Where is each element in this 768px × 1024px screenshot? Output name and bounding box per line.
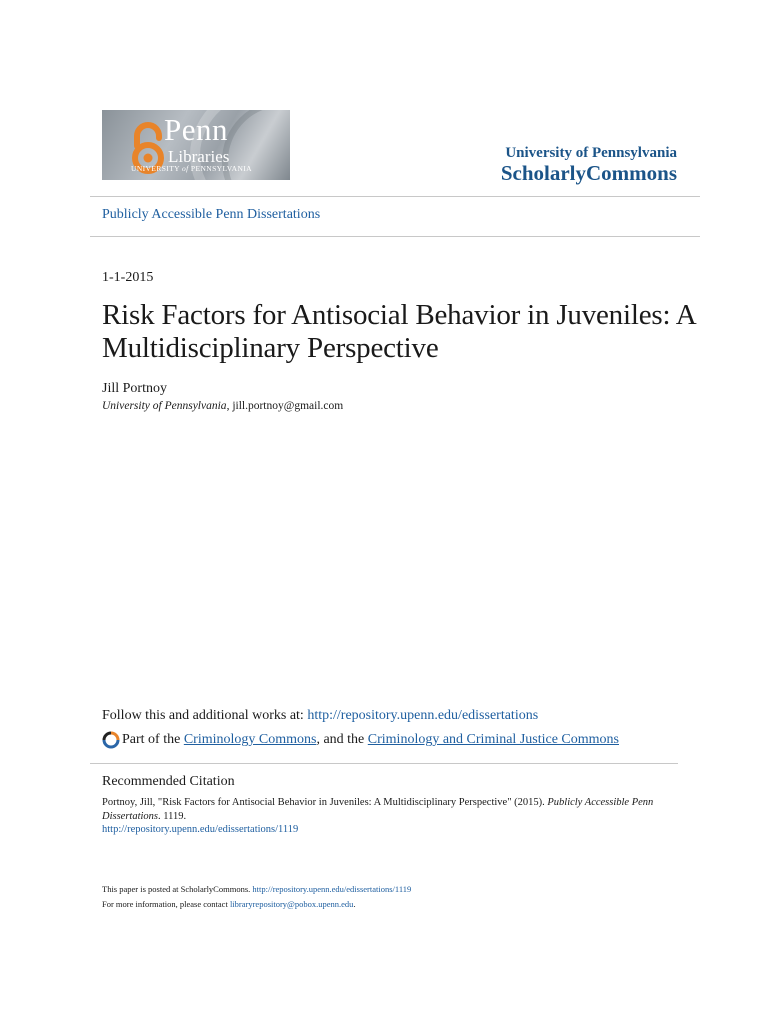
part-of-prefix: Part of the bbox=[122, 732, 181, 747]
logo-wordmark-penn: Penn bbox=[164, 112, 228, 147]
posted-line: This paper is posted at ScholarlyCommons. http://repository.upenn.edu/edissertations/1119 bbox=[102, 884, 412, 894]
publication-date: 1-1-2015 bbox=[102, 270, 154, 285]
criminology-criminal-justice-commons-link[interactable]: Criminology and Criminal Justice Commons bbox=[367, 732, 619, 747]
collection-divider bbox=[90, 236, 700, 237]
contact-email-link[interactable]: libraryrepository@pobox.upenn.edu bbox=[229, 899, 354, 909]
contact-line: For more information, please contact libraryrepository@pobox.upenn.edu. bbox=[102, 899, 356, 909]
part-of-line bbox=[102, 731, 619, 749]
part-of-middle: , and the bbox=[316, 732, 365, 747]
university-name: University of Pennsylvania bbox=[505, 145, 677, 161]
commons-network-icon bbox=[102, 731, 120, 749]
author-name: Jill Portnoy bbox=[102, 381, 167, 396]
follow-line bbox=[102, 708, 538, 724]
logo-university-subtitle: UNIVERSITY of PENNSYLVANIA bbox=[131, 164, 252, 173]
scholarlycommons-title[interactable]: ScholarlyCommons bbox=[500, 161, 677, 185]
citation-text: Portnoy, Jill, "Risk Factors for Antisocial Behavior in Juveniles: A Multidisciplinary Perspective" (2015). Publicly Accessible Penn Dissertations. 1119. bbox=[102, 797, 654, 822]
collection-link[interactable]: Publicly Accessible Penn Dissertations bbox=[102, 207, 321, 222]
logo-wordmark-libraries: Libraries bbox=[168, 147, 230, 166]
document-title: Risk Factors for Antisocial Behavior in Juveniles: A Multidisciplinary Perspective bbox=[102, 299, 695, 364]
recommended-citation-heading: Recommended Citation bbox=[102, 774, 235, 789]
criminology-commons-link[interactable]: Criminology Commons bbox=[183, 732, 317, 747]
author-affiliation: University of Pennsylvania, jill.portnoy@gmail.com bbox=[102, 400, 344, 412]
citation-url-link[interactable]: http://repository.upenn.edu/edissertations/1119 bbox=[102, 824, 299, 835]
follow-url-link[interactable]: http://repository.upenn.edu/edissertations bbox=[307, 708, 539, 723]
follow-label: Follow this and additional works at: bbox=[102, 708, 308, 723]
penn-libraries-logo bbox=[102, 110, 290, 180]
citation-divider bbox=[90, 763, 678, 764]
posted-url-link[interactable]: http://repository.upenn.edu/edissertations/1119 bbox=[252, 884, 412, 894]
header-divider bbox=[90, 196, 700, 197]
